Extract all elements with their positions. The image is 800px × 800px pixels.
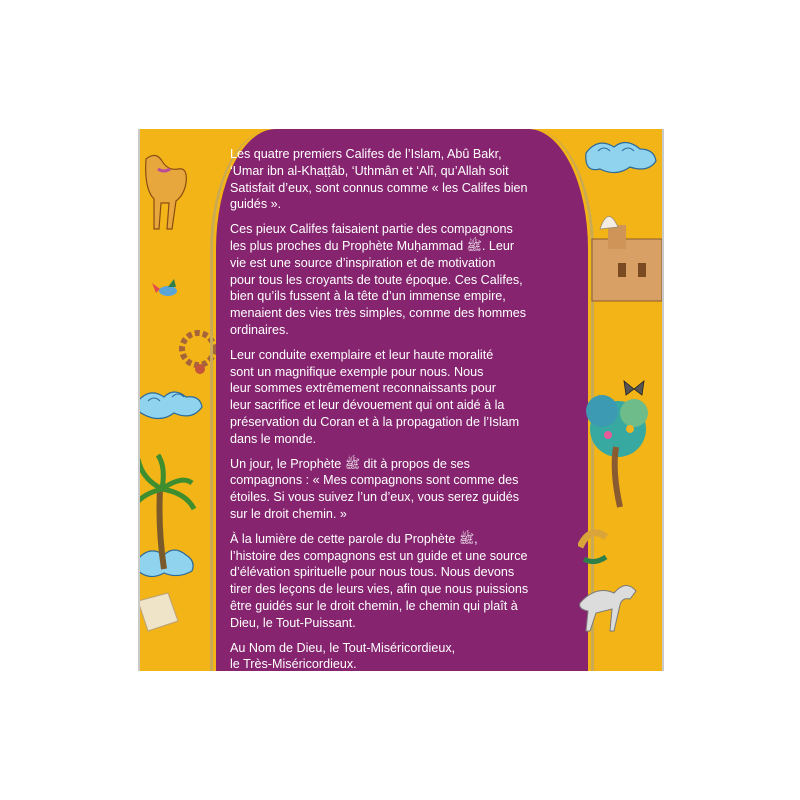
text-line: les plus proches du Prophète Muḥammad ﷺ. Leur (230, 238, 515, 253)
text-line: compagnons : « Mes compagnons sont comme des (230, 473, 519, 488)
text-line: Satisfait d’eux, sont connus comme « les Califes bien (230, 180, 528, 195)
text-line: être guidés sur le droit chemin, le chemin qui plaît à (230, 598, 518, 613)
left-cloud-icon (138, 392, 202, 419)
text-line: sur le droit chemin. » (230, 506, 347, 521)
paragraph-2 (230, 221, 600, 339)
text-line: guidés ». (230, 197, 282, 212)
paragraph-1 (230, 146, 600, 213)
text-line: À la lumière de cette parole du Prophète ﷺ, (230, 531, 478, 546)
text-line: Un jour, le Prophète ﷺ dit à propos de ses (230, 456, 470, 471)
text-line: d’élévation spirituelle pour nous tous. Nous devons (230, 565, 515, 580)
page-border-left-overlay (138, 129, 140, 671)
text-line: leur sommes extrêmement reconnaissants pour (230, 381, 496, 396)
paragraph-4 (230, 456, 600, 523)
text-line: étoiles. Si vous suivez l’un d’eux, vous serez guidés (230, 490, 520, 505)
palace-icon (592, 216, 662, 301)
text-line: Dieu, le Tout-Puissant. (230, 615, 356, 630)
paragraph-5 (230, 531, 600, 632)
camel-icon (146, 155, 187, 229)
text-line: bien qu’ils fussent à la tête d’un immense empire, (230, 289, 506, 304)
text-line: ordinaires. (230, 322, 289, 337)
text-line: sont un magnifique exemple pour nous. Nous (230, 364, 484, 379)
text-line: pour tous les croyants de toute époque. Ces Califes, (230, 272, 523, 287)
butterfly-icon (624, 381, 644, 395)
text-line: préservation du Coran et à la propagation de l’Islam (230, 414, 520, 429)
paragraph-3 (230, 347, 600, 448)
text-line: tirer des leçons de leurs vies, afin que nous puissions (230, 582, 529, 597)
page-border-right-overlay (662, 129, 664, 671)
paragraph-6 (230, 640, 600, 674)
text-line: dans le monde. (230, 431, 317, 446)
text-line: Au Nom de Dieu, le Tout-Miséricordieux, (230, 640, 456, 655)
text-line: vie est une source d’inspiration et de motivation (230, 255, 496, 270)
text-line: menaient des vies très simples, comme des hommes (230, 306, 527, 321)
text-line: l’histoire des compagnons est un guide et une source (230, 548, 528, 563)
preface-text (230, 146, 600, 681)
text-line: Ces pieux Califes faisaient partie des compagnons (230, 222, 513, 237)
text-line: Les quatre premiers Califes de l’Islam, Abû Bakr, (230, 147, 502, 161)
text-line: le Très-Miséricordieux. (230, 657, 357, 672)
text-line: leur sacrifice et leur dévouement qui ont aidé à la (230, 398, 505, 413)
text-line: Leur conduite exemplaire et leur haute moralité (230, 347, 494, 362)
scroll-icon (138, 593, 178, 631)
bird-icon (152, 279, 177, 296)
text-line: ‘Umar ibn al-Khaṭṭâb, ‘Uthmân et ‘Alî, qu’Allah soit (230, 163, 509, 178)
